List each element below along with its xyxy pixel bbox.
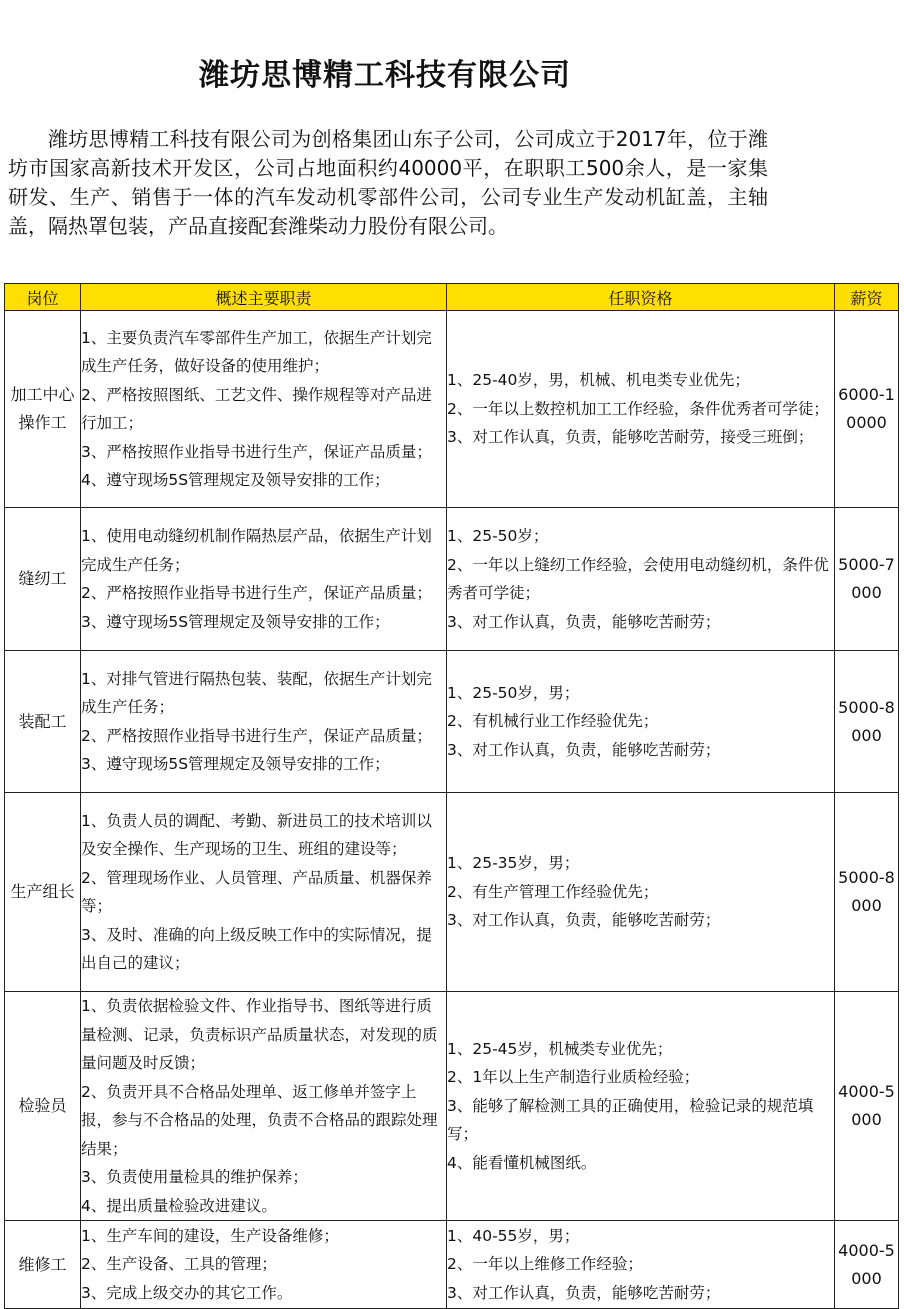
job-duties [81,992,447,1221]
qualification-item: 3、能够了解检测工具的正确使用，检验记录的规范填写； [447,1096,814,1144]
duty-item: 3、严格按照作业指导书进行生产，保证产品质量； [81,442,432,461]
job-duties [81,651,447,793]
duty-item: 1、对排气管进行隔热包装、装配，依据生产计划完成生产任务； [81,669,432,716]
duty-item: 3、遵守现场5S管理规定及领导安排的工作； [81,755,390,773]
qualification-item: 2、1年以上生产制造行业质检经验； [447,1068,700,1087]
job-qualifications [447,793,835,992]
job-salary: 5000-8000 [835,651,899,793]
qualification-item: 3、对工作认真，负责，能够吃苦耐劳，接受三班倒； [447,428,814,447]
job-position: 维修工 [5,1221,81,1309]
header-salary: 薪资 [835,284,899,311]
duty-item: 3、及时、准确的向上级反映工作中的实际情况，提出自己的建议； [81,925,432,972]
duty-item: 3、负责使用量检具的维护保养； [81,1168,308,1186]
duty-item: 2、管理现场作业、人员管理、产品质量、机器保养等； [81,868,432,915]
job-qualifications [447,651,835,793]
duty-item: 4、提出质量检验改进建议。 [81,1196,277,1215]
duty-item: 2、严格按照作业指导书进行生产，保证产品质量； [81,584,432,602]
qualification-item: 2、一年以上维修工作经验； [447,1255,643,1274]
table-row [5,992,899,1221]
header-position: 岗位 [5,284,81,311]
table-row [5,793,899,992]
duty-item: 2、负责开具不合格品处理单、返工修单并签字上报，参与不合格品的处理，负责不合格品的跟踪处理结果； [81,1082,438,1158]
job-qualifications [447,311,835,508]
job-salary: 5000-8000 [835,793,899,992]
duty-item: 1、主要负责汽车零部件生产加工，依据生产计划完成生产任务，做好设备的使用维护； [81,328,432,375]
duty-item: 2、生产设备、工具的管理； [81,1255,277,1274]
duty-item: 1、负责人员的调配、考勤、新进员工的技术培训以及安全操作、生产现场的卫生、班组的建设等； [81,811,432,858]
job-position: 检验员 [5,992,81,1221]
table-row [5,311,899,508]
qualification-item: 1、25-50岁； [447,527,549,545]
job-table [4,283,899,1309]
job-position: 装配工 [5,651,81,793]
table-row [5,651,899,793]
duty-item: 4、遵守现场5S管理规定及领导安排的工作； [81,471,390,489]
qualification-item: 2、有机械行业工作经验优先； [447,712,659,731]
job-salary: 6000-10000 [835,311,899,508]
duty-item: 1、生产车间的建设，生产设备维修； [81,1226,339,1245]
job-duties [81,508,447,651]
job-duties [81,311,447,508]
job-qualifications [447,992,835,1221]
page-title: 潍坊思博精工科技有限公司 [199,58,571,93]
qualification-item: 3、对工作认真，负责，能够吃苦耐劳； [447,1283,721,1302]
table-row [5,508,899,651]
qualification-item: 3、对工作认真，负责，能够吃苦耐劳； [447,612,721,631]
job-duties [81,793,447,992]
job-qualifications [447,1221,835,1309]
header-duties: 概述主要职责 [81,284,447,311]
qualification-item: 4、能看懂机械图纸。 [447,1153,597,1172]
qualification-item: 1、25-35岁，男； [447,854,580,873]
duty-item: 1、负责依据检验文件、作业指导书、图纸等进行质量检测、记录，负责标识产品质量状态，对发现的质量问题及时反馈； [81,997,438,1072]
table-row [5,1221,899,1309]
job-position: 加工中心操作工 [5,311,81,508]
company-intro: 潍坊思博精工科技有限公司为创格集团山东子公司，公司成立于2017年，位于潍坊市国家高新技术开发区，公司占地面积约40000平，在职职工500余人，是一家集研发、生产、销售于一体的汽车发动机零部件公司，公司专业生产发动机缸盖，主轴盖，隔热罩包装，产品直接配套潍柴动力股份有限公司。 [8,127,768,238]
job-position: 生产组长 [5,793,81,992]
duty-item: 2、严格按照图纸、工艺文件、操作规程等对产品进行加工； [81,385,432,432]
duty-item: 3、遵守现场5S管理规定及领导安排的工作； [81,612,390,631]
duty-item: 2、严格按照作业指导书进行生产，保证产品质量； [81,726,432,745]
qualification-item: 1、25-45岁，机械类专业优先； [447,1039,673,1058]
duty-item: 3、完成上级交办的其它工作。 [81,1283,293,1302]
qualification-item: 1、40-55岁，男； [447,1226,580,1245]
qualification-item: 2、一年以上数控机加工工作经验，条件优秀者可学徒； [447,399,829,418]
qualification-item: 1、25-40岁，男，机械、机电类专业优先； [447,371,750,390]
qualification-item: 3、对工作认真，负责，能够吃苦耐劳； [447,911,721,930]
table-header-row [5,284,899,311]
qualification-item: 3、对工作认真，负责，能够吃苦耐劳； [447,740,721,759]
qualification-item: 2、一年以上缝纫工作经验，会使用电动缝纫机，条件优秀者可学徒； [447,555,829,602]
qualification-item: 1、25-50岁，男； [447,683,580,702]
job-qualifications [447,508,835,651]
job-duties [81,1221,447,1309]
job-salary: 4000-5000 [835,1221,899,1309]
job-salary: 5000-7000 [835,508,899,651]
header-qualifications: 任职资格 [447,284,835,311]
duty-item: 1、使用电动缝纫机制作隔热层产品，依据生产计划完成生产任务； [81,527,432,574]
job-position: 缝纫工 [5,508,81,651]
job-salary: 4000-5000 [835,992,899,1221]
qualification-item: 2、有生产管理工作经验优先； [447,882,659,901]
